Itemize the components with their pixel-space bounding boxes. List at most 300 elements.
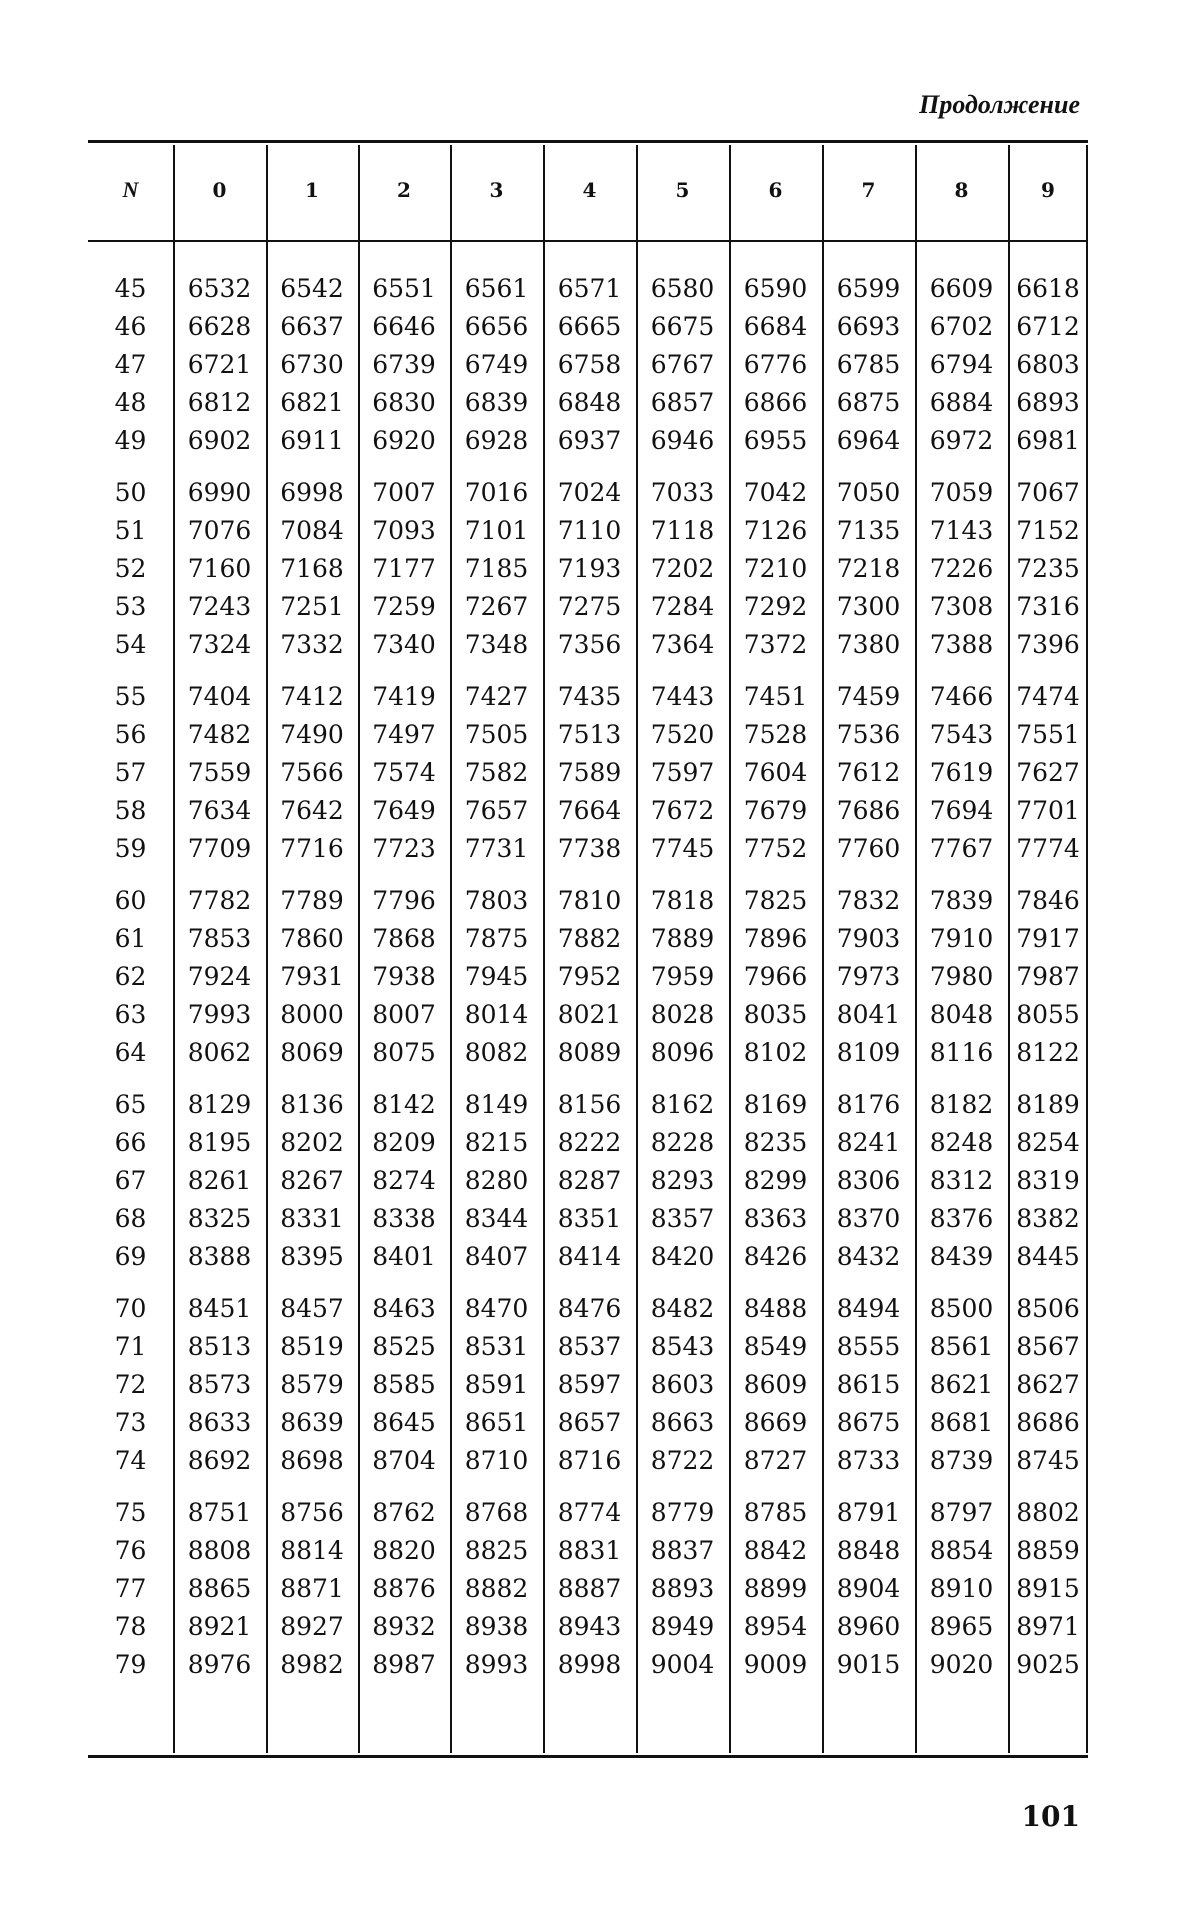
table-cell: 7860 <box>280 924 344 953</box>
table-cell: 7917 <box>1016 924 1080 953</box>
table-cell: 8287 <box>557 1166 622 1195</box>
table-cell: 7482 <box>187 720 252 749</box>
table-cell: 7536 <box>836 720 901 749</box>
table-cell: 8142 <box>372 1090 436 1119</box>
table-cell: 8938 <box>464 1612 529 1641</box>
table-cell: 7760 <box>836 834 901 863</box>
table-cell: 7356 <box>557 630 622 659</box>
table-cell: 6830 <box>372 388 436 417</box>
row-label-n: 45 <box>114 274 147 303</box>
table-cell: 8382 <box>1016 1204 1080 1233</box>
table-cell: 7007 <box>372 478 436 507</box>
table-cell: 7589 <box>557 758 622 787</box>
table-cell: 8686 <box>1016 1408 1080 1437</box>
column-header-2: 2 <box>397 178 411 202</box>
table-cell: 8222 <box>557 1128 622 1157</box>
table-cell: 7251 <box>280 592 344 621</box>
table-cell: 7875 <box>464 924 529 953</box>
table-cell: 8096 <box>650 1038 715 1067</box>
table-cell: 6866 <box>743 388 808 417</box>
table-cell: 6928 <box>464 426 529 455</box>
table-cell: 8228 <box>650 1128 715 1157</box>
table-cell: 8639 <box>280 1408 344 1437</box>
table-cell: 7686 <box>836 796 901 825</box>
table-cell: 8506 <box>1016 1294 1080 1323</box>
table-cell: 8949 <box>650 1612 715 1641</box>
table-cell: 8248 <box>929 1128 994 1157</box>
table-cell: 7202 <box>650 554 715 583</box>
table-cell: 8116 <box>929 1038 994 1067</box>
table-cell: 8463 <box>372 1294 436 1323</box>
table-cell: 8871 <box>280 1574 344 1603</box>
table-cell: 8739 <box>929 1446 994 1475</box>
table-cell: 6902 <box>187 426 252 455</box>
column-header-n: N <box>122 177 139 202</box>
row-label-n: 48 <box>114 388 147 417</box>
column-header-7: 7 <box>861 178 876 202</box>
table-cell: 8756 <box>280 1498 344 1527</box>
table-cell: 7427 <box>464 682 529 711</box>
table-cell: 7185 <box>464 554 529 583</box>
table-cell: 7466 <box>929 682 994 711</box>
table-cell: 7803 <box>464 886 529 915</box>
table-cell: 7619 <box>929 758 994 787</box>
table-cell: 8082 <box>464 1038 529 1067</box>
table-cell: 6599 <box>836 274 901 303</box>
row-label-n: 71 <box>114 1332 147 1361</box>
table-cell: 8451 <box>187 1294 252 1323</box>
table-cell: 8420 <box>650 1242 715 1271</box>
table-cell: 7093 <box>372 516 436 545</box>
table-cell: 7612 <box>836 758 901 787</box>
table-cell: 6776 <box>743 350 808 379</box>
table-cell: 6794 <box>929 350 994 379</box>
table-cell: 7832 <box>836 886 901 915</box>
table-cell: 7672 <box>650 796 715 825</box>
row-label-n: 49 <box>114 426 147 455</box>
table-cell: 8470 <box>464 1294 529 1323</box>
table-cell: 6571 <box>557 274 622 303</box>
table-cell: 8319 <box>1016 1166 1080 1195</box>
table-cell: 8814 <box>280 1536 344 1565</box>
table-cell: 8716 <box>557 1446 622 1475</box>
table-cell: 7987 <box>1016 962 1080 991</box>
table-cell: 8162 <box>650 1090 715 1119</box>
table-cell: 8681 <box>929 1408 994 1437</box>
page-number: 101 <box>1021 1800 1080 1833</box>
table-cell: 8854 <box>929 1536 994 1565</box>
column-header-1: 1 <box>305 178 319 202</box>
table-cell: 8414 <box>557 1242 622 1271</box>
table-cell: 8573 <box>187 1370 252 1399</box>
table-cell: 8014 <box>464 1000 529 1029</box>
table-cell: 8831 <box>557 1536 622 1565</box>
table-cell: 7774 <box>1016 834 1080 863</box>
table-cell: 7459 <box>836 682 901 711</box>
table-cell: 7701 <box>1016 796 1080 825</box>
table-cell: 8169 <box>743 1090 808 1119</box>
table-cell: 8156 <box>557 1090 622 1119</box>
table-cell: 7300 <box>836 592 901 621</box>
table-cell: 7067 <box>1016 478 1080 507</box>
table-cell: 7931 <box>280 962 344 991</box>
table-cell: 6848 <box>557 388 622 417</box>
table-cell: 7664 <box>557 796 622 825</box>
table-cell: 7404 <box>187 682 252 711</box>
table-cell: 7126 <box>743 516 808 545</box>
table-cell: 8195 <box>187 1128 252 1157</box>
table-cell: 6758 <box>557 350 622 379</box>
row-label-n: 66 <box>114 1128 147 1157</box>
table-cell: 7193 <box>557 554 622 583</box>
table-cell: 6955 <box>743 426 808 455</box>
table-cell: 6785 <box>836 350 901 379</box>
table-cell: 8943 <box>557 1612 622 1641</box>
table-cell: 8202 <box>280 1128 344 1157</box>
table-cell: 8893 <box>650 1574 715 1603</box>
table-cell: 8306 <box>836 1166 901 1195</box>
table-cell: 6911 <box>280 426 344 455</box>
column-header-9: 9 <box>1041 178 1055 202</box>
table-cell: 7966 <box>743 962 808 991</box>
table-top-rule <box>88 140 1088 143</box>
table-cell: 7679 <box>743 796 808 825</box>
table-cell: 7101 <box>464 516 529 545</box>
table-cell: 7818 <box>650 886 715 915</box>
table-cell: 8176 <box>836 1090 901 1119</box>
table-cell: 7853 <box>187 924 252 953</box>
table-cell: 8055 <box>1016 1000 1080 1029</box>
table-cell: 8993 <box>464 1650 529 1679</box>
row-label-n: 46 <box>114 312 147 341</box>
table-cell: 8280 <box>464 1166 529 1195</box>
table-cell: 8299 <box>743 1166 808 1195</box>
table-cell: 8887 <box>557 1574 622 1603</box>
table-cell: 8325 <box>187 1204 252 1233</box>
row-label-n: 79 <box>114 1650 147 1679</box>
table-cell: 8488 <box>743 1294 808 1323</box>
table-cell: 7284 <box>650 592 715 621</box>
table-cell: 7782 <box>187 886 252 915</box>
table-cell: 8785 <box>743 1498 808 1527</box>
table-cell: 7380 <box>836 630 901 659</box>
table-cell: 8808 <box>187 1536 252 1565</box>
table-cell: 6946 <box>650 426 715 455</box>
table-cell: 7993 <box>187 1000 252 1029</box>
table-cell: 8976 <box>187 1650 252 1679</box>
row-label-n: 54 <box>114 630 147 659</box>
table-cell: 8603 <box>650 1370 715 1399</box>
row-label-n: 78 <box>114 1612 147 1641</box>
table-cell: 7789 <box>280 886 344 915</box>
table-cell: 8774 <box>557 1498 622 1527</box>
table-cell: 8597 <box>557 1370 622 1399</box>
table-cell: 8692 <box>187 1446 252 1475</box>
table-cell: 7520 <box>650 720 715 749</box>
table-cell: 8932 <box>372 1612 436 1641</box>
table-cell: 6646 <box>372 312 436 341</box>
table-cell: 8075 <box>372 1038 436 1067</box>
table-cell: 7243 <box>187 592 252 621</box>
table-cell: 8820 <box>372 1536 436 1565</box>
table-cell: 7882 <box>557 924 622 953</box>
table-cell: 8762 <box>372 1498 436 1527</box>
table-cell: 7024 <box>557 478 622 507</box>
table-cell: 7952 <box>557 962 622 991</box>
table-cell: 7731 <box>464 834 529 863</box>
table-cell: 7435 <box>557 682 622 711</box>
table-cell: 8802 <box>1016 1498 1080 1527</box>
table-cell: 8904 <box>836 1574 901 1603</box>
table-cell: 8675 <box>836 1408 901 1437</box>
table-cell: 7348 <box>464 630 529 659</box>
table-cell: 9020 <box>929 1650 994 1679</box>
table-cell: 8921 <box>187 1612 252 1641</box>
table-cell: 8189 <box>1016 1090 1080 1119</box>
table-cell: 7846 <box>1016 886 1080 915</box>
table-cell: 7896 <box>743 924 808 953</box>
table-cell: 8035 <box>743 1000 808 1029</box>
table-cell: 6551 <box>372 274 436 303</box>
row-label-n: 77 <box>114 1574 147 1603</box>
table-cell: 7543 <box>929 720 994 749</box>
table-cell: 6884 <box>929 388 994 417</box>
table-cell: 6739 <box>372 350 436 379</box>
table-cell: 8555 <box>836 1332 901 1361</box>
row-label-n: 70 <box>114 1294 147 1323</box>
table-cell: 8513 <box>187 1332 252 1361</box>
table-cell: 7084 <box>280 516 344 545</box>
table-cell: 7332 <box>280 630 344 659</box>
row-label-n: 59 <box>114 834 147 863</box>
table-cell: 6665 <box>557 312 622 341</box>
table-cell: 8848 <box>836 1536 901 1565</box>
table-cell: 7497 <box>372 720 436 749</box>
table-cell: 6684 <box>743 312 808 341</box>
table-cell: 7419 <box>372 682 436 711</box>
table-cell: 7364 <box>650 630 715 659</box>
table-cell: 6618 <box>1016 274 1080 303</box>
table-cell: 6730 <box>280 350 344 379</box>
table-cell: 8122 <box>1016 1038 1080 1067</box>
table-cell: 7513 <box>557 720 622 749</box>
table-cell: 8267 <box>280 1166 344 1195</box>
table-cell: 8500 <box>929 1294 994 1323</box>
table-cell: 7642 <box>280 796 344 825</box>
table-cell: 6656 <box>464 312 529 341</box>
table-cell: 7259 <box>372 592 436 621</box>
table-cell: 7388 <box>929 630 994 659</box>
table-cell: 8482 <box>650 1294 715 1323</box>
table-cell: 8062 <box>187 1038 252 1067</box>
row-label-n: 56 <box>114 720 147 749</box>
table-cell: 8274 <box>372 1166 436 1195</box>
table-cell: 9025 <box>1016 1650 1080 1679</box>
row-label-n: 55 <box>114 682 147 711</box>
table-cell: 8401 <box>372 1242 436 1271</box>
table-cell: 7825 <box>743 886 808 915</box>
table-cell: 7938 <box>372 962 436 991</box>
table-cell: 8182 <box>929 1090 994 1119</box>
table-cell: 7839 <box>929 886 994 915</box>
table-cell: 8388 <box>187 1242 252 1271</box>
table-cell: 6675 <box>650 312 715 341</box>
table-cell: 7559 <box>187 758 252 787</box>
table-cell: 8645 <box>372 1408 436 1437</box>
table-cell: 7959 <box>650 962 715 991</box>
table-cell: 8865 <box>187 1574 252 1603</box>
header-separator-rule <box>88 240 1088 242</box>
table-cell: 7604 <box>743 758 808 787</box>
table-cell: 7810 <box>557 886 622 915</box>
table-cell: 7582 <box>464 758 529 787</box>
table-cell: 8407 <box>464 1242 529 1271</box>
row-label-n: 57 <box>114 758 147 787</box>
table-cell: 7033 <box>650 478 715 507</box>
table-cell: 9004 <box>650 1650 715 1679</box>
table-cell: 8842 <box>743 1536 808 1565</box>
row-label-n: 75 <box>114 1498 147 1527</box>
row-label-n: 73 <box>114 1408 147 1437</box>
table-cell: 8209 <box>372 1128 436 1157</box>
table-cell: 7566 <box>280 758 344 787</box>
table-cell: 7694 <box>929 796 994 825</box>
table-cell: 6712 <box>1016 312 1080 341</box>
table-cell: 8363 <box>743 1204 808 1233</box>
table-cell: 8899 <box>743 1574 808 1603</box>
table-cell: 8768 <box>464 1498 529 1527</box>
table-cell: 8751 <box>187 1498 252 1527</box>
table-cell: 7308 <box>929 592 994 621</box>
row-label-n: 65 <box>114 1090 147 1119</box>
table-cell: 8041 <box>836 1000 901 1029</box>
table-cell: 7292 <box>743 592 808 621</box>
table-cell: 7218 <box>836 554 901 583</box>
table-cell: 8998 <box>557 1650 622 1679</box>
table-cell: 7451 <box>743 682 808 711</box>
table-cell: 8293 <box>650 1166 715 1195</box>
table-cell: 8525 <box>372 1332 436 1361</box>
table-cell: 8657 <box>557 1408 622 1437</box>
table-cell: 6693 <box>836 312 901 341</box>
continued-label: Продолжение <box>919 90 1080 119</box>
table-cell: 7723 <box>372 834 436 863</box>
table-cell: 7980 <box>929 962 994 991</box>
table-cell: 8069 <box>280 1038 344 1067</box>
table-cell: 6767 <box>650 350 715 379</box>
table-cell: 8609 <box>743 1370 808 1399</box>
table-cell: 7177 <box>372 554 436 583</box>
table-cell: 7372 <box>743 630 808 659</box>
table-cell: 7490 <box>280 720 344 749</box>
table-cell: 8439 <box>929 1242 994 1271</box>
table-cell: 8585 <box>372 1370 436 1399</box>
table-cell: 8102 <box>743 1038 808 1067</box>
row-label-n: 61 <box>114 924 147 953</box>
table-cell: 8351 <box>557 1204 622 1233</box>
table-cell: 7316 <box>1016 592 1080 621</box>
table-cell: 8395 <box>280 1242 344 1271</box>
table-cell: 8965 <box>929 1612 994 1641</box>
table-cell: 7412 <box>280 682 344 711</box>
table-cell: 8669 <box>743 1408 808 1437</box>
table-cell: 9015 <box>836 1650 901 1679</box>
table-cell: 8927 <box>280 1612 344 1641</box>
table-cell: 7505 <box>464 720 529 749</box>
table-cell: 8960 <box>836 1612 901 1641</box>
table-cell: 8136 <box>280 1090 344 1119</box>
table-cell: 8876 <box>372 1574 436 1603</box>
table-cell: 6920 <box>372 426 436 455</box>
table-cell: 6839 <box>464 388 529 417</box>
table-cell: 8021 <box>557 1000 622 1029</box>
table-cell: 8627 <box>1016 1370 1080 1399</box>
row-label-n: 74 <box>114 1446 147 1475</box>
table-cell: 6981 <box>1016 426 1080 455</box>
table-cell: 8722 <box>650 1446 715 1475</box>
row-label-n: 52 <box>114 554 147 583</box>
table-cell: 6609 <box>929 274 994 303</box>
table-cell: 8733 <box>836 1446 901 1475</box>
table-cell: 6964 <box>836 426 901 455</box>
table-cell: 8344 <box>464 1204 529 1233</box>
table-cell: 8859 <box>1016 1536 1080 1565</box>
table-cell: 7634 <box>187 796 252 825</box>
table-cell: 8531 <box>464 1332 529 1361</box>
table-cell: 6893 <box>1016 388 1080 417</box>
table-cell: 7443 <box>650 682 715 711</box>
table-cell: 8457 <box>280 1294 344 1323</box>
table-cell: 7474 <box>1016 682 1080 711</box>
table-cell: 8149 <box>464 1090 529 1119</box>
table-cell: 6821 <box>280 388 344 417</box>
table-cell: 7226 <box>929 554 994 583</box>
table-cell: 8476 <box>557 1294 622 1323</box>
row-label-n: 76 <box>114 1536 147 1565</box>
table-cell: 8579 <box>280 1370 344 1399</box>
table-cell: 8519 <box>280 1332 344 1361</box>
table-cell: 6972 <box>929 426 994 455</box>
table-cell: 7903 <box>836 924 901 953</box>
table-cell: 8312 <box>929 1166 994 1195</box>
table-cell: 7076 <box>187 516 252 545</box>
row-label-n: 62 <box>114 962 147 991</box>
row-label-n: 47 <box>114 350 147 379</box>
table-cell: 7910 <box>929 924 994 953</box>
column-header-8: 8 <box>954 178 969 202</box>
table-cell: 6990 <box>187 478 252 507</box>
table-cell: 6803 <box>1016 350 1080 379</box>
table-cell: 7597 <box>650 758 715 787</box>
table-cell: 7059 <box>929 478 994 507</box>
table-cell: 8376 <box>929 1204 994 1233</box>
table-cell: 8426 <box>743 1242 808 1271</box>
table-cell: 7657 <box>464 796 529 825</box>
table-cell: 8971 <box>1016 1612 1080 1641</box>
row-label-n: 63 <box>114 1000 147 1029</box>
table-cell: 8704 <box>372 1446 436 1475</box>
table-cell: 8954 <box>743 1612 808 1641</box>
table-cell: 7924 <box>187 962 252 991</box>
table-cell: 7168 <box>280 554 344 583</box>
table-cell: 8698 <box>280 1446 344 1475</box>
table-cell: 8109 <box>836 1038 901 1067</box>
table-cell: 8710 <box>464 1446 529 1475</box>
table-cell: 7649 <box>372 796 436 825</box>
table-cell: 8825 <box>464 1536 529 1565</box>
table-cell: 8982 <box>280 1650 344 1679</box>
table-cell: 8129 <box>187 1090 252 1119</box>
